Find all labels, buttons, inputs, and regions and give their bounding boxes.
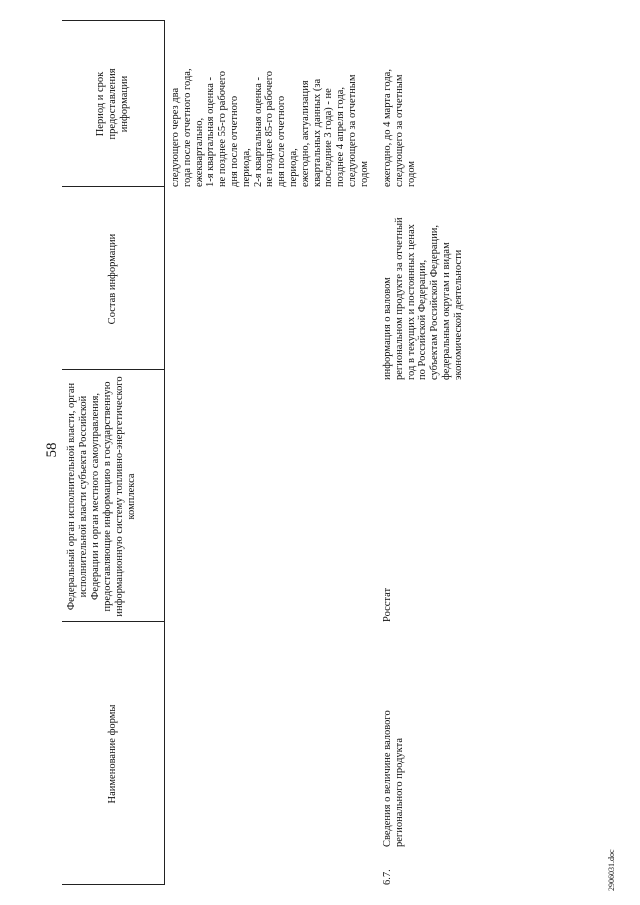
header-bottom-rule (164, 20, 165, 885)
column-rule-2 (62, 369, 164, 370)
header-composition: Состав информации (107, 233, 118, 325)
page-number: 58 (44, 442, 60, 458)
row-period: ежегодно, до 4 марта года, следующего за отчетным годом (382, 69, 417, 187)
row-composition: информация о валовом региональном продукте за отчетный год в текущих и постоянных ценах по Российской Федерации, субъектам Российской Федерации, федеральным округам и видам экономической деятельности (382, 217, 464, 380)
continued-row-period: следующего через два года после отчетного года, ежеквартально, 1-я квартальная оценка - не позднее 55-го рабочего дня после отчетного периода, 2-я квартальная оценка - не позднее 85-го рабочего дня после отчетного периода, ежегодно, актуализация квартальных данных (за последние 3 года) - не позднее 4 апреля года, следующего за отчетным годом (170, 68, 370, 187)
row-authority: Росстат (382, 587, 393, 622)
footer-filename: 2906031.doc (607, 849, 616, 891)
header-authority: Федеральный орган исполнительной власти, орган исполнительной власти субъекта Российской Федерации и орган местного самоуправления, предоставляющие информацию в государственную информационную систему топливно-энергетического комплекса (66, 376, 137, 617)
header-period: Период и срок предоставления информации (95, 68, 130, 140)
table-left-rule (62, 884, 164, 885)
row-number: 6.7. (382, 869, 393, 885)
row-form-name: Сведения о величине валового регионального продукта (382, 710, 405, 847)
table-right-rule (62, 20, 164, 21)
column-rule-3 (62, 186, 164, 187)
header-form-name: Наименование формы (107, 704, 118, 804)
column-rule-1 (62, 621, 164, 622)
